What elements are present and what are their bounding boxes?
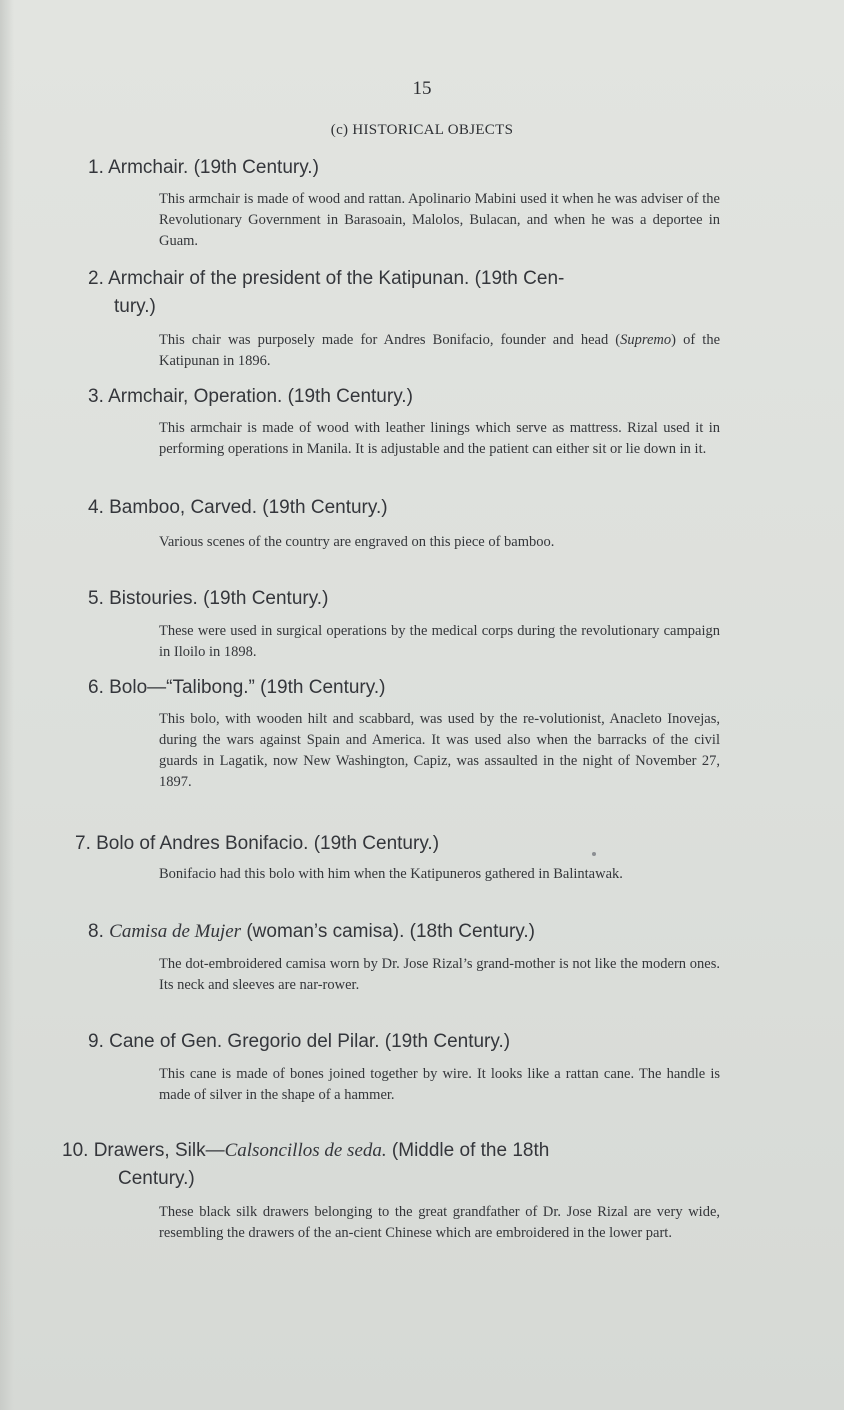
- entry-title-italic-term: Calsoncillos de seda.: [224, 1140, 387, 1161]
- entry-description-text: This cane is made of bones joined together by wire. It looks like a rattan cane. The handle is made of silver in the shape of a hammer.: [159, 1066, 720, 1103]
- entry-title-italic-term: Camisa de Mujer: [109, 921, 242, 942]
- entry-description-bolo-talibong: [137, 709, 720, 793]
- entry-description-text: These black silk drawers belonging to the great grandfather of Dr. Jose Rizal are very wide, resembling the drawers of the an-cient Chinese which are embroidered in the lower part.: [159, 1204, 720, 1241]
- entry-description-camisa-de-mujer: [137, 954, 720, 996]
- entry-description-drawers-silk: [137, 1202, 720, 1244]
- description-part: This chair was purposely made for Andres Bonifacio, founder and head (: [159, 332, 621, 348]
- entry-title-bolo-talibong: 6. Bolo—“Talibong.” (19th Century.): [88, 677, 386, 698]
- page-number: 15: [412, 78, 432, 99]
- entry-description-text: These were used in surgical operations by the medical corps during the revolutionary campaign in Iloilo in 1898.: [159, 623, 720, 660]
- entry-title-camisa-de-mujer: [88, 918, 535, 946]
- description-part: ) of the Katipunan in 1896.: [159, 332, 720, 369]
- entry-title-text: 2. Armchair of the president of the Katipunan. (19th Cen-: [88, 268, 565, 289]
- description-italic-term: Supremo: [620, 332, 672, 348]
- entry-description-text: This armchair is made of wood with leather linings which serve as mattress. Rizal used it in performing operations in Manila. It is adjustable and the patient can either sit or lie down in it.: [159, 420, 720, 457]
- entry-description-text: Bonifacio had this bolo with him when the Katipuneros gathered in Balintawak.: [159, 866, 623, 882]
- entry-title-armchair-operation: 3. Armchair, Operation. (19th Century.): [88, 386, 413, 407]
- entry-description-armchair: [137, 189, 720, 252]
- entry-title-continuation: Century.): [118, 1168, 195, 1189]
- entry-description-cane-del-pilar: [137, 1064, 720, 1106]
- entry-description-bamboo-carved: [137, 532, 720, 553]
- entry-description-text: Various scenes of the country are engraved on this piece of bamboo.: [159, 534, 555, 550]
- section-heading: (c) HISTORICAL OBJECTS: [330, 122, 514, 138]
- entry-title-bamboo-carved: 4. Bamboo, Carved. (19th Century.): [88, 497, 388, 518]
- entry-title-number: 8.: [88, 921, 104, 942]
- entry-title-cane-del-pilar: 9. Cane of Gen. Gregorio del Pilar. (19th Century.): [88, 1031, 511, 1052]
- entry-title-armchair-president: [88, 265, 564, 321]
- entry-title-rest: (Middle of the 18th: [391, 1140, 550, 1161]
- entry-description-text: This armchair is made of wood and rattan. Apolinario Mabini used it when he was adviser of the Revolutionary Government in Barasoain, Malolos, Bulacan, and when he was a deportee in Guam.: [159, 191, 720, 249]
- entry-description-text: [137, 330, 720, 372]
- entry-description-bolo-bonifacio: [137, 864, 720, 885]
- entry-description-bistouries: [137, 621, 720, 663]
- entry-description-armchair-president: [137, 330, 720, 372]
- entry-title-bistouries: 5. Bistouries. (19th Century.): [88, 588, 329, 609]
- entry-title-rest: (woman’s camisa). (18th Century.): [246, 921, 535, 942]
- page-edge-shadow: [0, 0, 14, 1410]
- entry-description-text: The dot-embroidered camisa worn by Dr. Jose Rizal’s grand-mother is not like the modern ones. Its neck and sleeves are nar-rower.: [159, 956, 720, 993]
- entry-description-text: This bolo, with wooden hilt and scabbard, was used by the re-volutionist, Anacleto Inovejas, during the wars against Spain and America. It was used also when the barracks of the civil guards in Lagatik, now New Washington, Capiz, was assaulted in the night of November 27, 1897.: [159, 711, 720, 790]
- entry-title-drawers-silk: [62, 1137, 549, 1193]
- entry-title-text: 10. Drawers, Silk—: [62, 1140, 225, 1161]
- entry-title-continuation: tury.): [114, 296, 156, 317]
- entry-title-bolo-bonifacio: 7. Bolo of Andres Bonifacio. (19th Century.): [75, 833, 440, 854]
- entry-description-armchair-operation: [137, 418, 720, 460]
- paper-speck: [592, 852, 596, 856]
- entry-title-armchair: 1. Armchair. (19th Century.): [88, 157, 319, 178]
